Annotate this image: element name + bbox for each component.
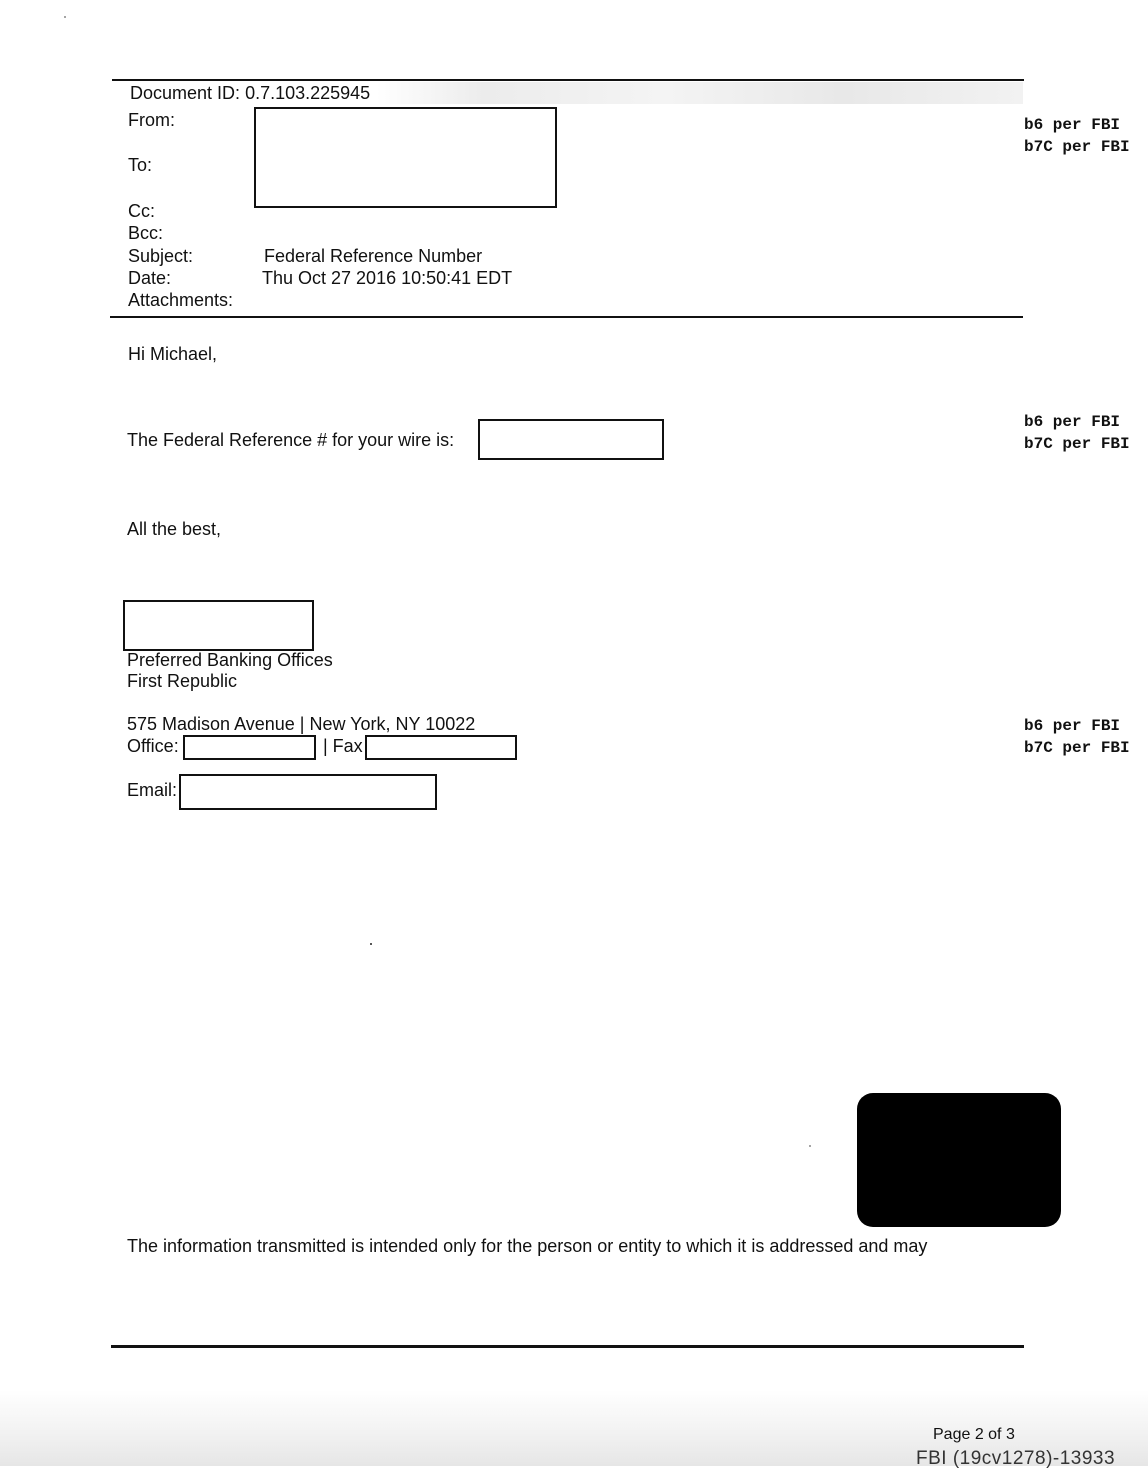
reference-text: The Federal Reference # for your wire is: xyxy=(127,430,455,450)
greeting: Hi Michael, xyxy=(128,344,218,364)
date-label: Date: xyxy=(128,268,172,288)
exemption-codes-1 xyxy=(1024,114,1130,158)
exemption-b7c: b7C per FBI xyxy=(1024,739,1130,757)
redaction-from-to xyxy=(254,107,557,208)
bates-number: FBI (19cv1278)-13933 xyxy=(916,1448,1116,1469)
closing: All the best, xyxy=(127,519,222,539)
signature-address: 575 Madison Avenue | New York, NY 10022 xyxy=(127,714,476,734)
scan-speck xyxy=(370,943,372,945)
signature-dept: Preferred Banking Offices xyxy=(127,650,333,670)
exemption-b6: b6 per FBI xyxy=(1024,717,1121,735)
header-bottom-rule xyxy=(110,316,1023,318)
email-label: Email: xyxy=(127,780,178,800)
document-id-label: Document ID: xyxy=(130,83,241,103)
date-value: Thu Oct 27 2016 10:50:41 EDT xyxy=(262,268,513,288)
exemption-b6: b6 per FBI xyxy=(1024,413,1121,431)
fax-label: | Fax xyxy=(323,736,363,756)
redaction-block xyxy=(857,1093,1061,1227)
exemption-b6: b6 per FBI xyxy=(1024,116,1121,134)
redaction-office-phone xyxy=(183,735,316,760)
to-label: To: xyxy=(128,155,153,175)
cc-label: Cc: xyxy=(128,201,155,221)
redaction-email xyxy=(179,774,437,810)
office-label: Office: xyxy=(127,736,179,756)
exemption-b7c: b7C per FBI xyxy=(1024,435,1130,453)
footer-rule xyxy=(111,1345,1024,1348)
from-label: From: xyxy=(128,110,175,130)
scan-speck xyxy=(64,16,66,18)
header-top-rule xyxy=(112,79,1024,81)
document-id xyxy=(130,83,370,104)
exemption-b7c: b7C per FBI xyxy=(1024,138,1130,156)
scan-speck xyxy=(809,1145,811,1147)
signature-company: First Republic xyxy=(127,671,238,691)
redaction-reference-number xyxy=(478,419,664,460)
document-id-value: 0.7.103.225945 xyxy=(245,83,371,103)
subject-value: Federal Reference Number xyxy=(264,246,483,266)
redaction-fax xyxy=(365,735,517,760)
exemption-codes-2 xyxy=(1024,411,1130,455)
disclaimer: The information transmitted is intended only for the person or entity to which it is addressed and may xyxy=(127,1236,928,1256)
subject-label: Subject: xyxy=(128,246,194,266)
bcc-label: Bcc: xyxy=(128,223,164,243)
attachments-label: Attachments: xyxy=(128,290,234,310)
exemption-codes-3 xyxy=(1024,715,1130,759)
page-number: Page 2 of 3 xyxy=(933,1426,1015,1443)
redaction-signer-name xyxy=(123,600,314,651)
